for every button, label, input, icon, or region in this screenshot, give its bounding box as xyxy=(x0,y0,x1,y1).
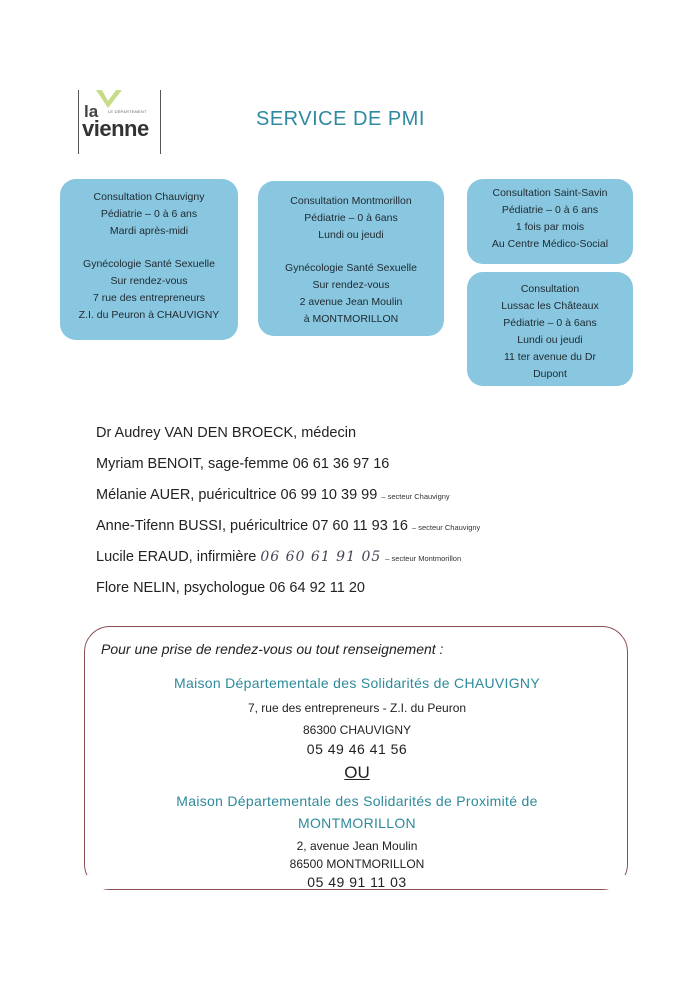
logo-divider-right xyxy=(160,90,161,154)
card-line: Gynécologie Santé Sexuelle xyxy=(285,262,417,274)
staff-list xyxy=(96,420,480,606)
card-consultation-lussac xyxy=(467,272,633,386)
card-line: Lundi ou jeudi xyxy=(517,334,583,346)
staff-text: Myriam BENOIT, sage-femme 06 61 36 97 16 xyxy=(96,456,390,472)
card-line: Pédiatrie – 0 à 6ans xyxy=(503,317,597,329)
card-consultation-saint-savin xyxy=(467,179,633,264)
staff-text: Dr Audrey VAN DEN BROECK, médecin xyxy=(96,425,357,441)
logo-la: la xyxy=(84,102,99,121)
card-line: Mardi après-midi xyxy=(109,225,189,237)
contact-box xyxy=(84,626,628,890)
staff-row xyxy=(96,482,480,513)
staff-sector: – secteur Chauvigny xyxy=(411,523,481,532)
staff-text: Mélanie AUER, puéricultrice 06 99 10 39 99 xyxy=(96,487,378,503)
card-line: 11 ter avenue du Dr xyxy=(503,351,597,363)
staff-sector: – secteur Chauvigny xyxy=(381,492,450,501)
card-line: Consultation xyxy=(520,283,580,295)
contact-address-line: 2, avenue Jean Moulin xyxy=(296,839,418,853)
logo-v-icon xyxy=(94,88,124,110)
card-line: Lundi ou jeudi xyxy=(318,229,384,241)
staff-row xyxy=(96,420,480,451)
staff-text: Flore NELIN, psychologue 06 64 92 11 20 xyxy=(96,580,365,596)
staff-handwritten-phone: 06 60 61 91 05 xyxy=(260,549,382,565)
contact-or: OU xyxy=(344,763,370,782)
card-line: Z.I. du Peuron à CHAUVIGNY xyxy=(78,309,220,321)
logo-vienne: vienne xyxy=(82,116,149,141)
staff-sector: – secteur Montmorillon xyxy=(385,554,462,563)
staff-text: Anne-Tifenn BUSSI, puéricultrice 07 60 11 93 16 xyxy=(96,518,408,534)
contact-phone: 05 49 46 41 56 xyxy=(306,741,408,757)
card-line: à MONTMORILLON xyxy=(303,313,399,325)
contact-intro: Pour une prise de rendez-vous ou tout renseignement : xyxy=(101,641,444,657)
card-line: 7 rue des entrepreneurs xyxy=(92,292,206,304)
contact-address-line: 7, rue des entrepreneurs - Z.I. du Peuron xyxy=(247,701,467,715)
staff-row xyxy=(96,451,480,482)
contact-org-montmorillon-name: MONTMORILLON xyxy=(298,815,416,831)
department-logo xyxy=(78,88,164,154)
card-line: 2 avenue Jean Moulin xyxy=(299,296,403,308)
logo-small-text: LE DÉPARTEMENT xyxy=(108,109,147,114)
contact-org-chauvigny: Maison Départementale des Solidarités de CHAUVIGNY xyxy=(174,675,540,691)
contact-phone: 05 49 91 11 03 xyxy=(85,875,629,889)
card-consultation-chauvigny xyxy=(60,179,238,340)
card-line: Consultation Saint-Savin xyxy=(492,187,608,199)
staff-row xyxy=(96,513,480,544)
contact-address-line: 86300 CHAUVIGNY xyxy=(302,723,412,737)
card-line: Pédiatrie – 0 à 6 ans xyxy=(100,208,198,220)
logo-divider-left xyxy=(78,90,79,154)
contact-address-line: 86500 MONTMORILLON xyxy=(289,857,425,871)
card-line: Consultation Montmorillon xyxy=(290,195,412,207)
card-line: Lussac les Châteaux xyxy=(501,300,599,312)
card-line: Pédiatrie – 0 à 6ans xyxy=(304,212,398,224)
staff-row xyxy=(96,544,480,575)
card-consultation-montmorillon xyxy=(258,181,444,336)
card-line: Dupont xyxy=(533,368,567,380)
card-line: 1 fois par mois xyxy=(515,221,585,233)
card-line: Sur rendez-vous xyxy=(110,275,188,287)
staff-text: Lucile ERAUD, infirmière xyxy=(96,549,261,565)
card-line: Pédiatrie – 0 à 6 ans xyxy=(501,204,599,216)
page-title: SERVICE DE PMI xyxy=(256,108,425,130)
card-line: Au Centre Médico-Social xyxy=(491,238,609,250)
card-line: Consultation Chauvigny xyxy=(93,191,205,203)
card-line: Sur rendez-vous xyxy=(312,279,390,291)
card-line: Gynécologie Santé Sexuelle xyxy=(83,258,215,270)
contact-org-montmorillon: Maison Départementale des Solidarités de Proximité de xyxy=(176,793,538,809)
staff-row xyxy=(96,575,480,606)
